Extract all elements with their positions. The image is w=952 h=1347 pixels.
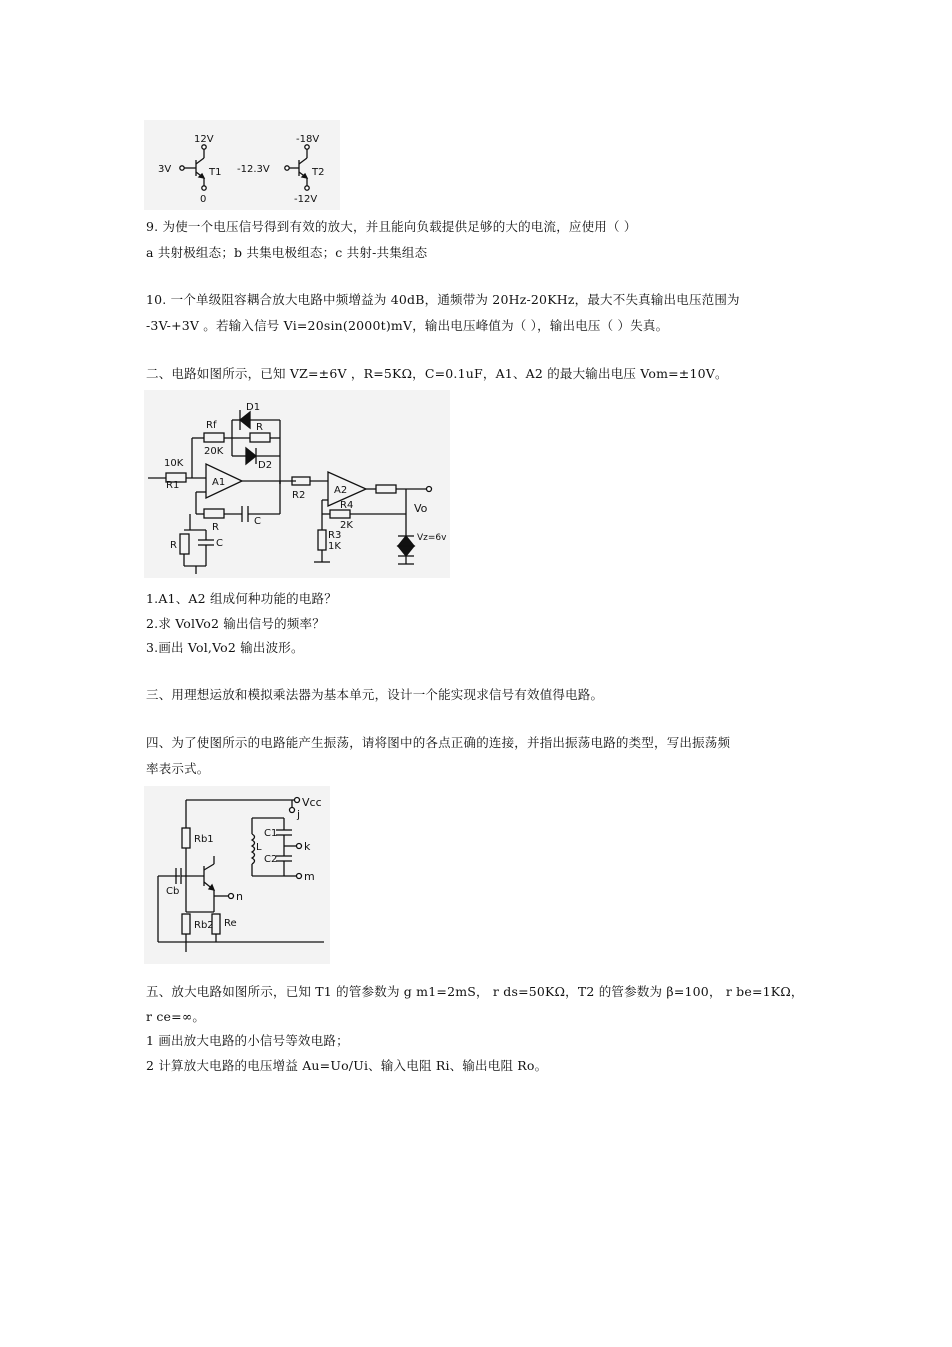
r-left-label: R: [170, 540, 177, 551]
rb2-resistor: [182, 914, 190, 934]
t2-emitter-label: -12V: [294, 194, 318, 205]
section2-q3: 3.画出 Vol,Vo2 输出波形。: [146, 640, 304, 655]
r1-value-label: 10K: [164, 458, 184, 469]
t2-collector-label: -18V: [296, 134, 320, 145]
rb1-resistor: [182, 828, 190, 848]
d1-label: D1: [246, 402, 261, 413]
rf-resistor: [204, 433, 224, 442]
q10-line2: -3V-+3V 。若输入信号 Vi=20sin(2000t)mV，输出电压峰值为（ ），输出电压（ ）失真。: [146, 318, 669, 333]
t1-emitter-label: 0: [200, 194, 207, 205]
rb1-label: Rb1: [194, 834, 214, 845]
section3-text: 三、用理想运放和模拟乘法器为基本单元，设计一个能实现求信号有效值得电路。: [146, 687, 604, 702]
vo-label: Vo: [414, 502, 428, 515]
r1-label: R1: [166, 480, 180, 491]
c2-label: C2: [264, 854, 278, 865]
d2-label: D2: [258, 460, 273, 471]
rf-value-label: 20K: [204, 446, 224, 457]
j-label: j: [297, 808, 301, 821]
m-label: m: [304, 870, 315, 883]
r2-label: R2: [292, 490, 306, 501]
d2-diode: [246, 448, 256, 464]
section5-line2: r ce=∞。: [146, 1009, 206, 1024]
rb2-label: Rb2: [194, 920, 214, 931]
section2-q2: 2.求 VolVo2 输出信号的频率？: [146, 616, 325, 631]
section4-line1: 四、为了使图所示的电路能产生振荡，请将图中的各点正确的连接，并指出振荡电路的类型，写出振荡频: [146, 735, 731, 750]
q9-stem: 9. 为使一个电压信号得到有效的放大，并且能向负载提供足够的大的电流，应使用（ ）: [146, 219, 637, 234]
c1-label: C1: [264, 828, 278, 839]
a2-label: A2: [334, 485, 348, 496]
transistor: [209, 885, 214, 890]
a1-label: A1: [212, 477, 226, 488]
r4-label: R4: [340, 500, 354, 511]
q9-options: a 共射极组态；b 共集电极组态；c 共射-共集组态: [146, 245, 428, 260]
opamp-circuit-figure: [144, 390, 450, 578]
zener-diode: [398, 536, 414, 546]
d1-diode: [240, 412, 250, 428]
r-mid-label: R: [212, 522, 219, 533]
t2-name-label: T2: [312, 167, 325, 178]
section4-line2: 率表示式。: [146, 761, 210, 776]
rf-label: Rf: [206, 420, 217, 431]
section2-q1: 1.A1、A2 组成何种功能的电路？: [146, 591, 337, 606]
t1-base-label: 3V: [158, 164, 172, 175]
t2-base-label: -12.3V: [237, 164, 270, 175]
r3-value-label: 1K: [328, 541, 341, 552]
r3-label: R3: [328, 530, 342, 541]
re-label: Re: [224, 918, 237, 929]
section5-q2: 2 计算放大电路的电压增益 Au=Uo/Ui、输入电阻 Ri、输出电阻 Ro。: [146, 1058, 548, 1073]
q10-line1: 10. 一个单级阻容耦合放大电路中频增益为 40dB，通频带为 20Hz-20KHz，最大不失真输出电压范围为: [146, 292, 740, 307]
r-top-label: R: [256, 422, 263, 433]
c-left-label: C: [216, 538, 223, 549]
oscillator-circuit-figure: [144, 786, 330, 964]
vz-label: Vz=6v: [417, 533, 447, 543]
t1-name-label: T1: [209, 167, 222, 178]
t1-collector-label: 12V: [194, 134, 214, 145]
vcc-label: Vcc: [302, 796, 322, 809]
inductor-l: [252, 834, 255, 864]
section5-q1: 1 画出放大电路的小信号等效电路；: [146, 1033, 349, 1048]
k-label: k: [304, 840, 311, 853]
r3-resistor: [318, 530, 326, 550]
r4-value-label: 2K: [340, 520, 353, 531]
section5-line1: 五、放大电路如图所示，已知 T1 的管参数为 g m1=2mS， r ds=50KΩ，T2 的管参数为 β=100， r be=1KΩ，: [146, 984, 804, 999]
cb-label: Cb: [166, 886, 180, 897]
l-label: L: [256, 842, 262, 853]
section2-heading: 二、电路如图所示，已知 VZ=±6V ，R=5KΩ，C=0.1uF，A1、A2 的最大输出电压 Vom=±10V。: [146, 366, 728, 381]
transistor-bias-figure: [144, 120, 340, 210]
n-label: n: [236, 890, 243, 903]
c-mid-label: C: [254, 516, 261, 527]
